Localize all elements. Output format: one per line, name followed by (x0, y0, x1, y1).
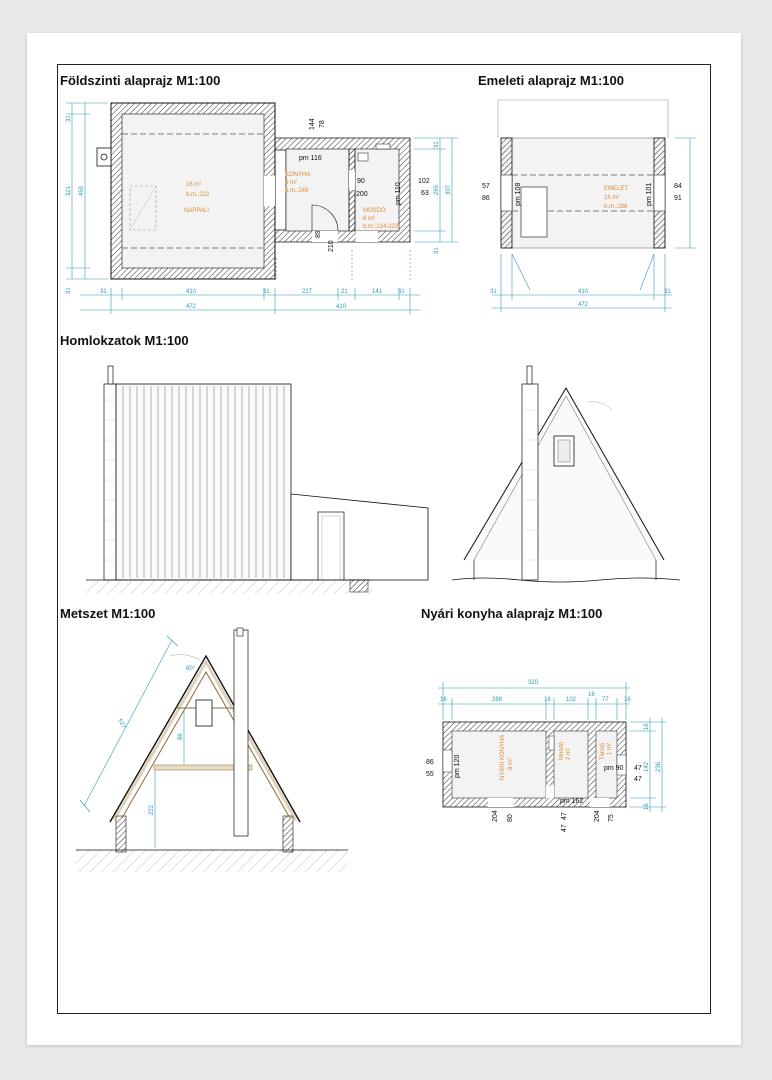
dim-label: 410 (336, 304, 347, 310)
dim-label: 16 (440, 697, 447, 703)
dim-label: 410 (578, 289, 589, 295)
opening-label: pm 90 (604, 765, 624, 772)
opening-label: pm 101 (646, 182, 653, 206)
dim-label: 16 (544, 697, 551, 703)
storage-room-area: 1 m² (607, 743, 613, 755)
storage-room-name: Tároló (600, 742, 606, 760)
dim-label: 31 (66, 287, 72, 294)
opening-label: 204 (492, 810, 499, 822)
dim-label: 227 (302, 289, 313, 295)
dim-label: 21 (341, 289, 348, 295)
section-rafter-dim: 527 (116, 718, 127, 730)
dim-label: 142 (644, 761, 650, 772)
dim-label: 77 (602, 697, 609, 703)
title-upper-plan: Emeleti alaprajz M1:100 (478, 73, 624, 88)
opening-label: 63 (421, 190, 429, 197)
opening-label: 47 (634, 776, 642, 783)
summer-wc-room (554, 731, 588, 798)
opening-label: 91 (674, 195, 682, 202)
dim-label: 320 (528, 680, 539, 686)
dim-label: 288 (492, 697, 503, 703)
dim-label: 410 (186, 289, 197, 295)
upper-room-area: 16 m² (604, 195, 620, 201)
section-window-dim: 86 (178, 733, 184, 740)
dim-label: 16 (644, 803, 650, 810)
dim-label: 321 (66, 185, 72, 196)
bath-height-text: b.m.:214-222 (363, 224, 399, 230)
wc-room-area: 2 m² (566, 748, 572, 760)
dim-label: 31 (66, 115, 72, 122)
bath-area-text: 6 m² (363, 216, 375, 222)
title-facades: Homlokzatok M1:100 (60, 333, 189, 348)
opening-label: pm 120 (454, 754, 461, 778)
opening-label: 75 (608, 814, 615, 822)
opening-label: 144 (309, 118, 316, 130)
bath-name-text: MOSDÓ (363, 208, 386, 214)
chimney (234, 630, 248, 836)
kitchen-area-text: 6 m² (285, 180, 297, 186)
dim-label: 102 (566, 697, 577, 703)
dim-label: 31 (490, 289, 497, 295)
kitchen-height-text: b.m.:249 (285, 188, 309, 194)
ground-floor-plan (66, 103, 458, 314)
dim-label: 472 (578, 302, 589, 308)
opening-label: 89 (315, 230, 322, 238)
dim-label: 31 (664, 289, 671, 295)
opening-label: 80 (507, 814, 514, 822)
dim-label: 265 (434, 184, 440, 195)
opening-label: 47 (561, 824, 568, 832)
chimney (104, 384, 116, 580)
title-summer-kitchen: Nyári konyha alaprajz M1:100 (421, 606, 603, 621)
opening-label: 84 (674, 183, 682, 190)
opening-label: 204 (594, 810, 601, 822)
stove-icon (97, 148, 111, 166)
summer-room-area: 8 m² (508, 758, 514, 770)
kitchen-wing (291, 494, 428, 580)
dim-label: 16 (588, 692, 595, 698)
wc-room-name: Mosdó (559, 741, 565, 760)
opening-label: pm 116 (299, 155, 322, 162)
bathroom-area (355, 149, 399, 231)
opening-label: 210 (328, 240, 335, 252)
opening-label: 200 (356, 191, 368, 198)
dim-label: 31 (398, 289, 405, 295)
summer-kitchen-room (452, 731, 546, 798)
upper-floor-plan (482, 100, 696, 312)
upper-room-height: b.m.:286 (604, 204, 628, 210)
section-angle: 60° (186, 666, 196, 672)
opening-label: 86 (482, 195, 490, 202)
opening-label: 86 (426, 759, 434, 766)
window (196, 700, 212, 726)
dim-label: 459 (79, 185, 85, 196)
opening-label: 47 (634, 765, 642, 772)
summer-kitchen-plan (426, 680, 666, 832)
roof-facade (116, 384, 291, 580)
dim-label: 236 (656, 761, 662, 772)
title-section: Metszet M1:100 (60, 606, 156, 621)
living-height-text: b.m.:222 (186, 192, 210, 198)
opening-label: 57 (482, 183, 490, 190)
upper-room-name: EMELET (604, 186, 629, 192)
opening-label: 47 (561, 812, 568, 820)
dim-label: 141 (372, 289, 383, 295)
dim-label: 16 (644, 723, 650, 730)
opening-label: pm 110 (395, 182, 402, 205)
front-facade (452, 366, 680, 582)
opening-label: 90 (357, 178, 365, 185)
toilet-icon (358, 153, 368, 161)
title-ground-plan: Földszinti alaprajz M1:100 (60, 73, 221, 88)
dim-label: 307 (446, 184, 452, 195)
living-area-text: 16 m² (186, 182, 202, 188)
dim-label: 31 (434, 247, 440, 254)
opening-label: 102 (418, 178, 430, 185)
stair-opening (521, 187, 547, 237)
dim-label: 472 (186, 304, 197, 310)
dim-label: 31 (263, 289, 270, 295)
section-drawing (76, 628, 348, 872)
opening-label: pm 162 (560, 798, 584, 805)
opening-label: 78 (319, 120, 326, 128)
summer-room-name: NYÁRI KONYHA (500, 734, 506, 780)
chimney (522, 384, 538, 580)
kitchen-name-text: KONYHA (285, 172, 311, 178)
living-name-text: NAPPALI (184, 208, 209, 214)
dim-label: 16 (624, 697, 631, 703)
dim-label: 31 (100, 289, 107, 295)
opening-label: 55 (426, 771, 434, 778)
opening-label: pm 108 (515, 182, 522, 206)
section-height-dim: 222 (149, 804, 155, 815)
side-facade (86, 366, 428, 594)
dim-label: 31 (434, 141, 440, 148)
